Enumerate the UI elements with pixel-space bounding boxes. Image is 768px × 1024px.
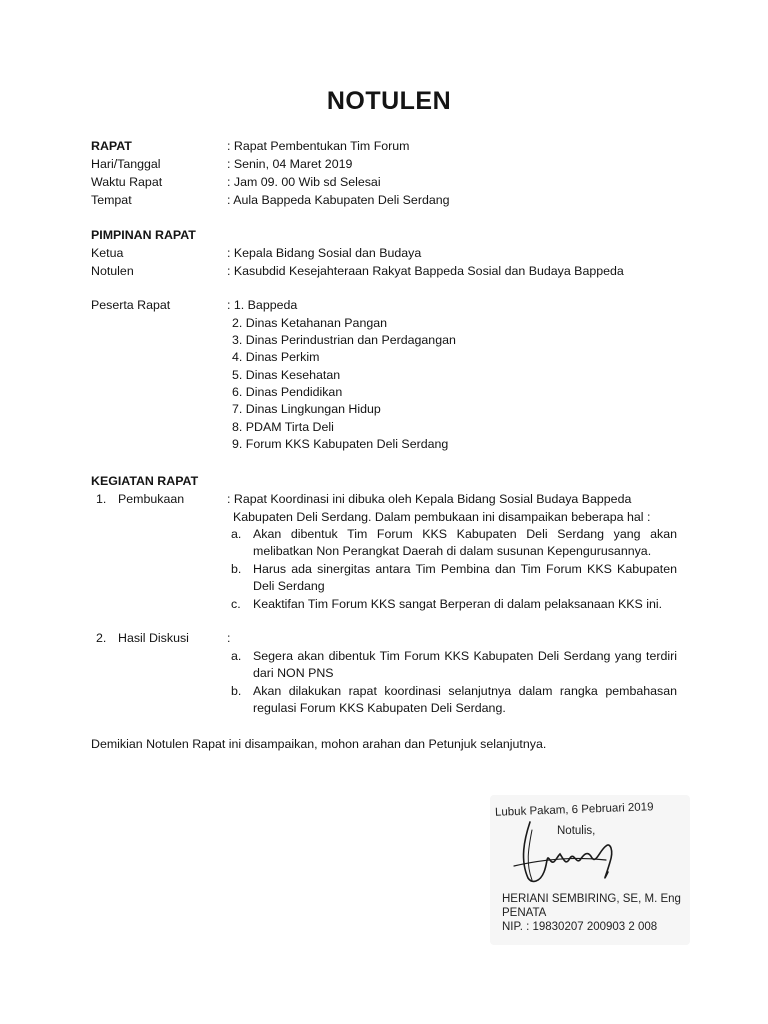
peserta-item: : 1. Bappeda [227, 298, 298, 312]
pembukaan-intro: Kabupaten Deli Serdang. Dalam pembukaan ini disampaikan beberapa hal : [233, 510, 651, 524]
point-text: Deli Serdang [253, 579, 325, 593]
meeting-value-date: : Senin, 04 Maret 2019 [227, 157, 353, 171]
point-letter: a. [231, 527, 242, 541]
point-letter: b. [231, 562, 242, 576]
peserta-item: 3. Dinas Perindustrian dan Perdagangan [232, 333, 456, 347]
hasil-number: 2. [96, 631, 107, 645]
notulen-label: Notulen [91, 264, 134, 278]
ketua-value: : Kepala Bidang Sosial dan Budaya [227, 246, 422, 260]
point-text: melibatkan Non Perangkat Daerah di dalam susunan Kepengurusannya. [253, 544, 652, 558]
signature-rank: PENATA [502, 907, 547, 919]
ketua-label: Ketua [91, 246, 124, 260]
point-letter: a. [231, 649, 242, 663]
pembukaan-label: Pembukaan [118, 492, 185, 506]
point-text: Akan dilakukan rapat koordinasi selanjutnya dalam rangka pembahasan [253, 684, 677, 698]
peserta-item: 7. Dinas Lingkungan Hidup [232, 402, 381, 416]
meeting-label-place: Tempat [91, 193, 132, 207]
meeting-label-rapat: RAPAT [91, 139, 132, 153]
point-text: regulasi Forum KKS Kabupaten Deli Serdang. [253, 701, 506, 715]
peserta-item: 9. Forum KKS Kabupaten Deli Serdang [232, 437, 449, 451]
point-letter: b. [231, 684, 242, 698]
document-title: NOTULEN [326, 87, 452, 115]
peserta-label: Peserta Rapat [91, 298, 171, 312]
signature-nip: NIP. : 19830207 200903 2 008 [502, 921, 658, 933]
point-text: Segera akan dibentuk Tim Forum KKS Kabupaten Deli Serdang yang terdiri [253, 649, 677, 663]
point-text: Harus ada sinergitas antara Tim Pembina dan Tim Forum KKS Kabupaten [253, 562, 677, 576]
point-text: dari NON PNS [253, 666, 334, 680]
notulen-value: : Kasubdid Kesejahteraan Rakyat Bappeda Sosial dan Budaya Bappeda [227, 264, 624, 278]
kegiatan-heading: KEGIATAN RAPAT [91, 474, 199, 488]
signature-role: Notulis, [557, 825, 596, 837]
handwritten-signature [510, 820, 650, 890]
peserta-item: 2. Dinas Ketahanan Pangan [232, 316, 388, 330]
point-letter: c. [231, 597, 241, 611]
pembukaan-number: 1. [96, 492, 107, 506]
meeting-value-rapat: : Rapat Pembentukan Tim Forum [227, 139, 410, 153]
meeting-label-date: Hari/Tanggal [91, 157, 161, 171]
hasil-colon: : [227, 631, 231, 645]
meeting-label-time: Waktu Rapat [91, 175, 163, 189]
pembukaan-intro: : Rapat Koordinasi ini dibuka oleh Kepala Bidang Sosial Budaya Bappeda [227, 492, 632, 506]
closing-statement: Demikian Notulen Rapat ini disampaikan, mohon arahan dan Petunjuk selanjutnya. [91, 737, 547, 751]
peserta-item: 4. Dinas Perkim [232, 350, 320, 364]
pimpinan-heading: PIMPINAN RAPAT [91, 228, 196, 242]
point-text: Akan dibentuk Tim Forum KKS Kabupaten Deli Serdang yang akan [253, 527, 677, 541]
peserta-item: 6. Dinas Pendidikan [232, 385, 343, 399]
hasil-label: Hasil Diskusi [118, 631, 189, 645]
meeting-value-time: : Jam 09. 00 Wib sd Selesai [227, 175, 381, 189]
peserta-item: 5. Dinas Kesehatan [232, 368, 341, 382]
point-text: Keaktifan Tim Forum KKS sangat Berperan di dalam pelaksanaan KKS ini. [253, 597, 663, 611]
signature-name: HERIANI SEMBIRING, SE, M. Eng [502, 893, 681, 905]
meeting-value-place: : Aula Bappeda Kabupaten Deli Serdang [227, 193, 450, 207]
peserta-item: 8. PDAM Tirta Deli [232, 420, 334, 434]
signature-place-date: Lubuk Pakam, 6 Pebruari 2019 [494, 801, 654, 819]
